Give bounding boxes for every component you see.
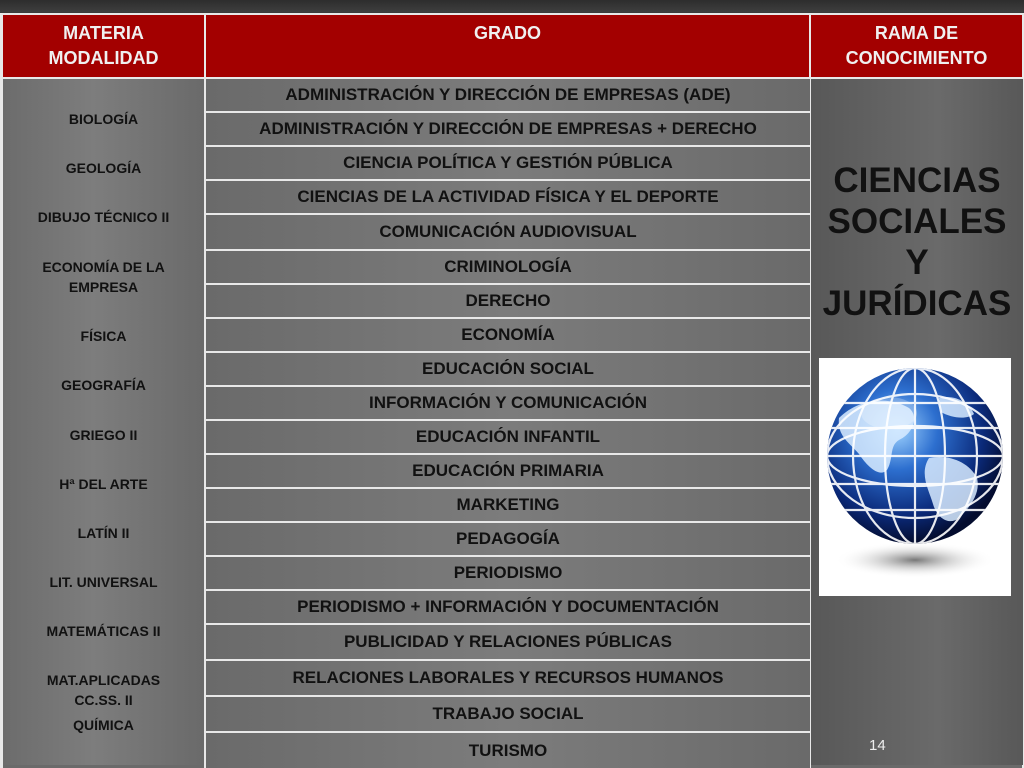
rama-line1: CIENCIAS [833, 161, 1001, 200]
grado-row: PERIODISMO + INFORMACIÓN Y DOCUMENTACIÓN [206, 591, 810, 625]
materia-item: MATEMÁTICAS II [46, 623, 161, 639]
rama-line2: SOCIALES [827, 202, 1007, 241]
rama-line3: Y [905, 243, 929, 282]
grado-row: TURISMO [206, 733, 810, 768]
grado-row: CIENCIA POLÍTICA Y GESTIÓN PÚBLICA [206, 147, 810, 181]
grado-row: EDUCACIÓN PRIMARIA [206, 455, 810, 489]
materia-item: CC.SS. II [74, 692, 133, 708]
materia-item: EMPRESA [68, 279, 139, 295]
materia-item: FÍSICA [80, 328, 127, 344]
grado-row: ECONOMÍA [206, 319, 810, 353]
header-rama-line1: RAMA DE [874, 23, 959, 43]
header-materia [3, 15, 204, 77]
header-grado [206, 15, 809, 77]
materia-item: GEOLOGÍA [65, 160, 142, 176]
materia-item: LIT. UNIVERSAL [49, 574, 158, 590]
grado-row: INFORMACIÓN Y COMUNICACIÓN [206, 387, 810, 421]
globe-icon [819, 358, 1011, 596]
materia-item: GEOGRAFÍA [61, 377, 146, 393]
header-rama-line2: CONOCIMIENTO [845, 48, 988, 68]
materia-item: LATÍN II [77, 525, 130, 541]
grado-row: COMUNICACIÓN AUDIOVISUAL [206, 215, 810, 251]
grado-row: PERIODISMO [206, 557, 810, 591]
grado-row: MARKETING [206, 489, 810, 523]
header-grado-label: GRADO [474, 23, 541, 43]
top-bar [0, 0, 1024, 12]
page-number: 14 [869, 737, 886, 754]
grado-row: PEDAGOGÍA [206, 523, 810, 557]
materia-item: BIOLOGÍA [68, 111, 139, 127]
rama-title [811, 160, 1023, 324]
grado-row: ADMINISTRACIÓN Y DIRECCIÓN DE EMPRESAS (ADE) [206, 79, 810, 113]
header-materia-line2: MODALIDAD [48, 48, 159, 68]
materia-item: MAT.APLICADAS [46, 672, 161, 688]
grado-row: CIENCIAS DE LA ACTIVIDAD FÍSICA Y EL DEPORTE [206, 181, 810, 215]
grado-row: PUBLICIDAD Y RELACIONES PÚBLICAS [206, 625, 810, 661]
grado-row: ADMINISTRACIÓN Y DIRECCIÓN DE EMPRESAS + DERECHO [206, 113, 810, 147]
materia-item: DIBUJO TÉCNICO II [37, 209, 170, 225]
grado-row: DERECHO [206, 285, 810, 319]
globe-image [819, 358, 1011, 596]
header-materia-line1: MATERIA [63, 23, 144, 43]
rama-line4: JURÍDICAS [822, 284, 1012, 323]
materia-column [3, 79, 204, 765]
materia-item: Hª DEL ARTE [59, 476, 148, 492]
materia-item: GRIEGO II [69, 427, 138, 443]
grado-row: CRIMINOLOGÍA [206, 251, 810, 285]
header-rama [811, 15, 1022, 77]
grado-row: TRABAJO SOCIAL [206, 697, 810, 733]
materia-item: QUÍMICA [73, 717, 134, 733]
grado-row: EDUCACIÓN SOCIAL [206, 353, 810, 387]
grado-row: EDUCACIÓN INFANTIL [206, 421, 810, 455]
grado-row: RELACIONES LABORALES Y RECURSOS HUMANOS [206, 661, 810, 697]
materia-item: ECONOMÍA DE LA [42, 259, 165, 275]
